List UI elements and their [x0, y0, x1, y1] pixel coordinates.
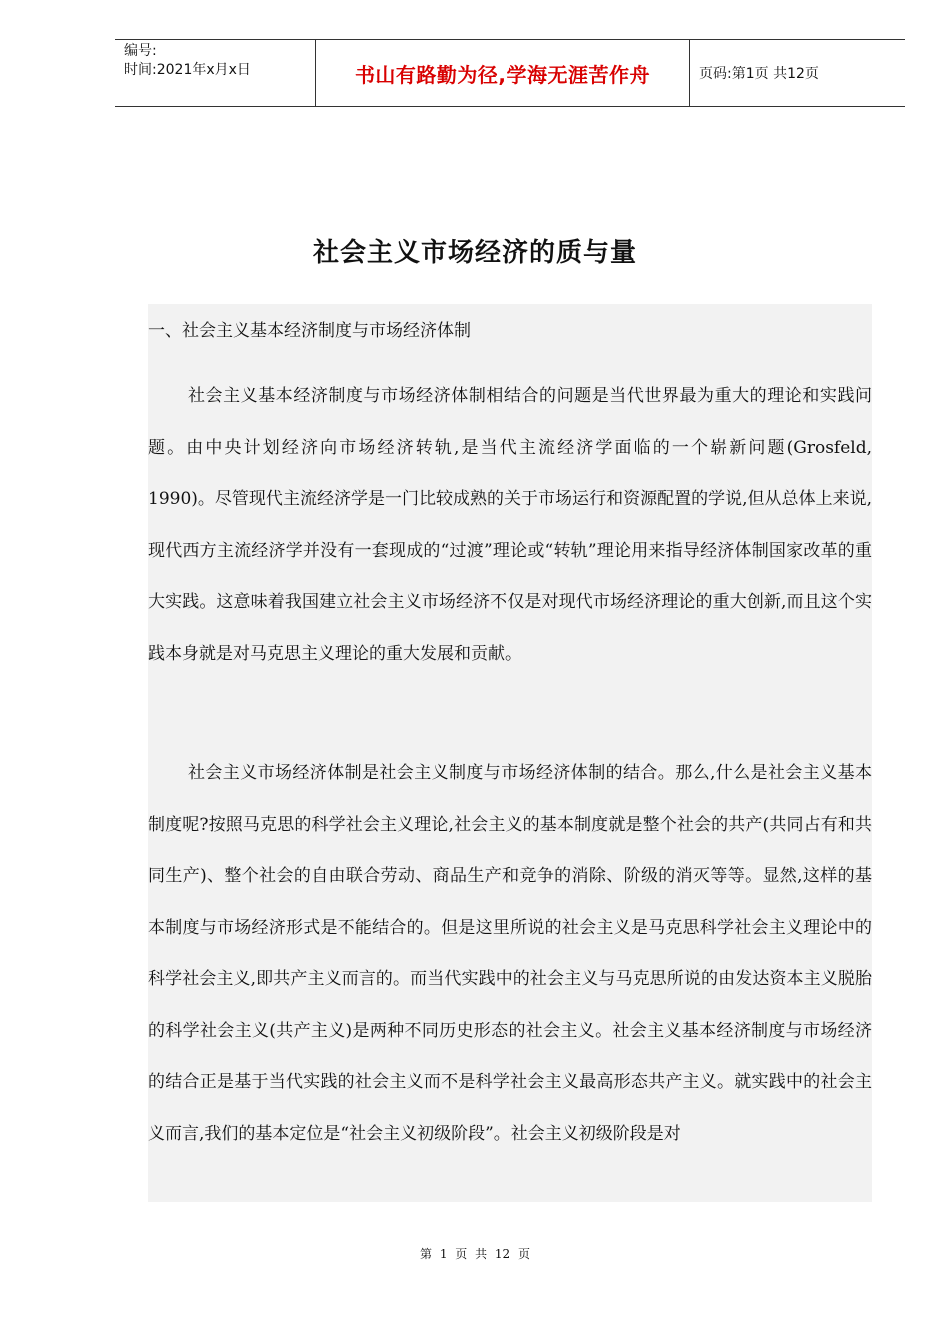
header-meta-cell — [115, 40, 316, 106]
body-paragraph: 社会主义基本经济制度与市场经济体制相结合的问题是当代世界最为重大的理论和实践问题。由中央计划经济向市场经济转轨,是当代主流经济学面临的一个崭新问题(Grosfeld, 1990)。尽管现代主流经济学是一门比较成熟的关于市场运行和资源配置的学说,但从总体上来说,现代西方主流经济学并没有一套现成的“过渡”理论或“转轨”理论用来指导经济体制国家改革的重大实践。这意味着我国建立社会主义市场经济不仅是对现代市场经济理论的重大创新,而且这个实践本身就是对马克思主义理论的重大发展和贡献。 — [148, 386, 872, 664]
body-paragraph: 社会主义市场经济体制是社会主义制度与市场经济体制的结合。那么,什么是社会主义基本制度呢?按照马克思的科学社会主义理论,社会主义的基本制度就是整个社会的共产(共同占有和共同生产)、整个社会的自由联合劳动、商品生产和竞争的消除、阶级的消灭等等。显然,这样的基本制度与市场经济形式是不能结合的。但是这里所说的社会主义是马克思科学社会主义理论中的科学社会主义,即共产主义而言的。而当代实践中的社会主义与马克思所说的由发达资本主义脱胎的科学社会主义(共产主义)是两种不同历史形态的社会主义。社会主义基本经济制度与市场经济的结合正是基于当代实践的社会主义而不是科学社会主义最高形态共产主义。就实践中的社会主义而言,我们的基本定位是“社会主义初级阶段”。社会主义初级阶段是对 — [148, 763, 872, 1144]
page-footer: 第 1 页 共 12 页 — [420, 1247, 530, 1261]
header-motto-cell — [316, 40, 690, 106]
page-info: 页码:第1页 共12页 — [699, 66, 819, 82]
document-title: 社会主义市场经济的质与量 — [312, 238, 637, 268]
document-header — [115, 39, 905, 107]
motto-text: 书山有路勤为径,学海无涯苦作舟 — [354, 62, 651, 87]
section-heading: 一、社会主义基本经济制度与市场经济体制 — [148, 321, 471, 341]
document-body — [148, 304, 872, 1202]
header-page-cell — [690, 40, 905, 106]
time-label: 时间:2021年x月x日 — [124, 62, 251, 78]
number-label: 编号: — [124, 43, 157, 59]
